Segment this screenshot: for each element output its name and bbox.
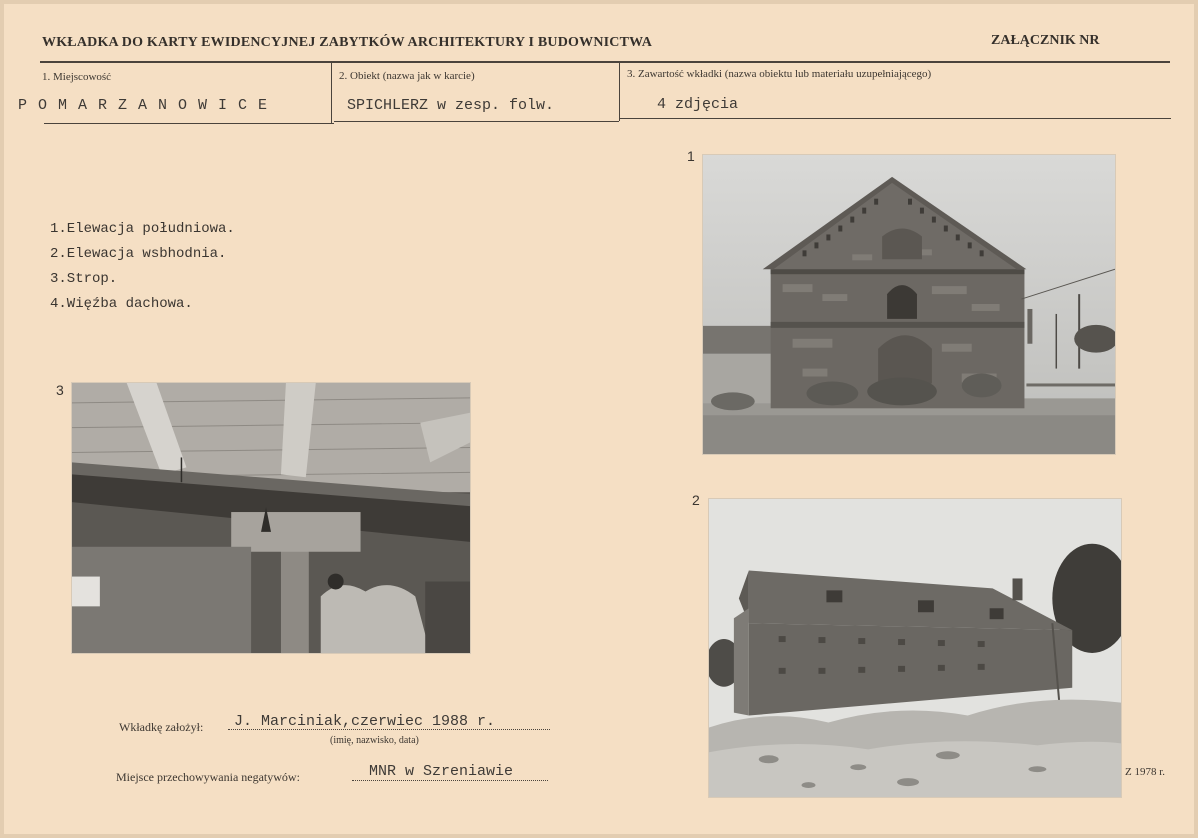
header-rule-bottom-mid bbox=[334, 121, 619, 122]
attachment-number-label: ZAŁĄCZNIK NR bbox=[991, 33, 1100, 48]
author-dotted-line bbox=[228, 729, 550, 730]
granary-long-side-image bbox=[709, 499, 1121, 797]
photo-2-number: 2 bbox=[692, 492, 700, 508]
header-rule-top bbox=[40, 61, 1170, 63]
header-rule-bottom bbox=[44, 123, 334, 124]
column-divider-1 bbox=[331, 63, 332, 123]
card-title: WKŁADKA DO KARTY EWIDENCYJNEJ ZABYTKÓW ARCHITEKTURY I BUDOWNICTWA bbox=[42, 35, 653, 50]
photo-3-number: 3 bbox=[56, 382, 64, 398]
photo-2-east-elevation bbox=[708, 498, 1122, 798]
photo-caption-1: 1.Elewacja południowa. bbox=[50, 221, 235, 237]
photo-caption-list bbox=[50, 217, 235, 317]
photo-caption-4: 4.Więźba dachowa. bbox=[50, 296, 193, 312]
granary-gable-image bbox=[703, 155, 1115, 454]
ceiling-beams-image bbox=[72, 383, 470, 653]
author-note: (imię, nazwisko, data) bbox=[330, 735, 419, 746]
photo-1-south-elevation bbox=[702, 154, 1116, 455]
negatives-storage-label: Miejsce przechowywania negatywów: bbox=[116, 770, 300, 784]
photo-caption-2: 2.Elewacja wsbhodnia. bbox=[50, 246, 227, 262]
print-mark: Z 1978 r. bbox=[1125, 766, 1166, 778]
locality-value: P O M A R Z A N O W I C E bbox=[18, 97, 269, 114]
photo-caption-3: 3.Strop. bbox=[50, 271, 118, 287]
storage-dotted-line bbox=[352, 780, 548, 781]
author-label: Wkładkę założył: bbox=[119, 720, 204, 734]
contents-label: 3. Zawartość wkładki (nazwa obiektu lub materiału uzupełniającego) bbox=[627, 68, 932, 80]
author-value: J. Marciniak,czerwiec 1988 r. bbox=[234, 713, 496, 730]
header-rule-bottom-right bbox=[619, 118, 1171, 119]
object-label: 2. Obiekt (nazwa jak w karcie) bbox=[339, 70, 475, 82]
column-divider-2 bbox=[619, 63, 620, 121]
object-value: SPICHLERZ w zesp. folw. bbox=[347, 97, 555, 114]
negatives-storage-value: MNR w Szreniawie bbox=[369, 763, 514, 780]
photo-1-number: 1 bbox=[687, 148, 695, 164]
contents-value: 4 zdjęcia bbox=[657, 96, 739, 113]
photo-3-ceiling bbox=[71, 382, 471, 654]
locality-label: 1. Miejscowość bbox=[42, 71, 112, 83]
